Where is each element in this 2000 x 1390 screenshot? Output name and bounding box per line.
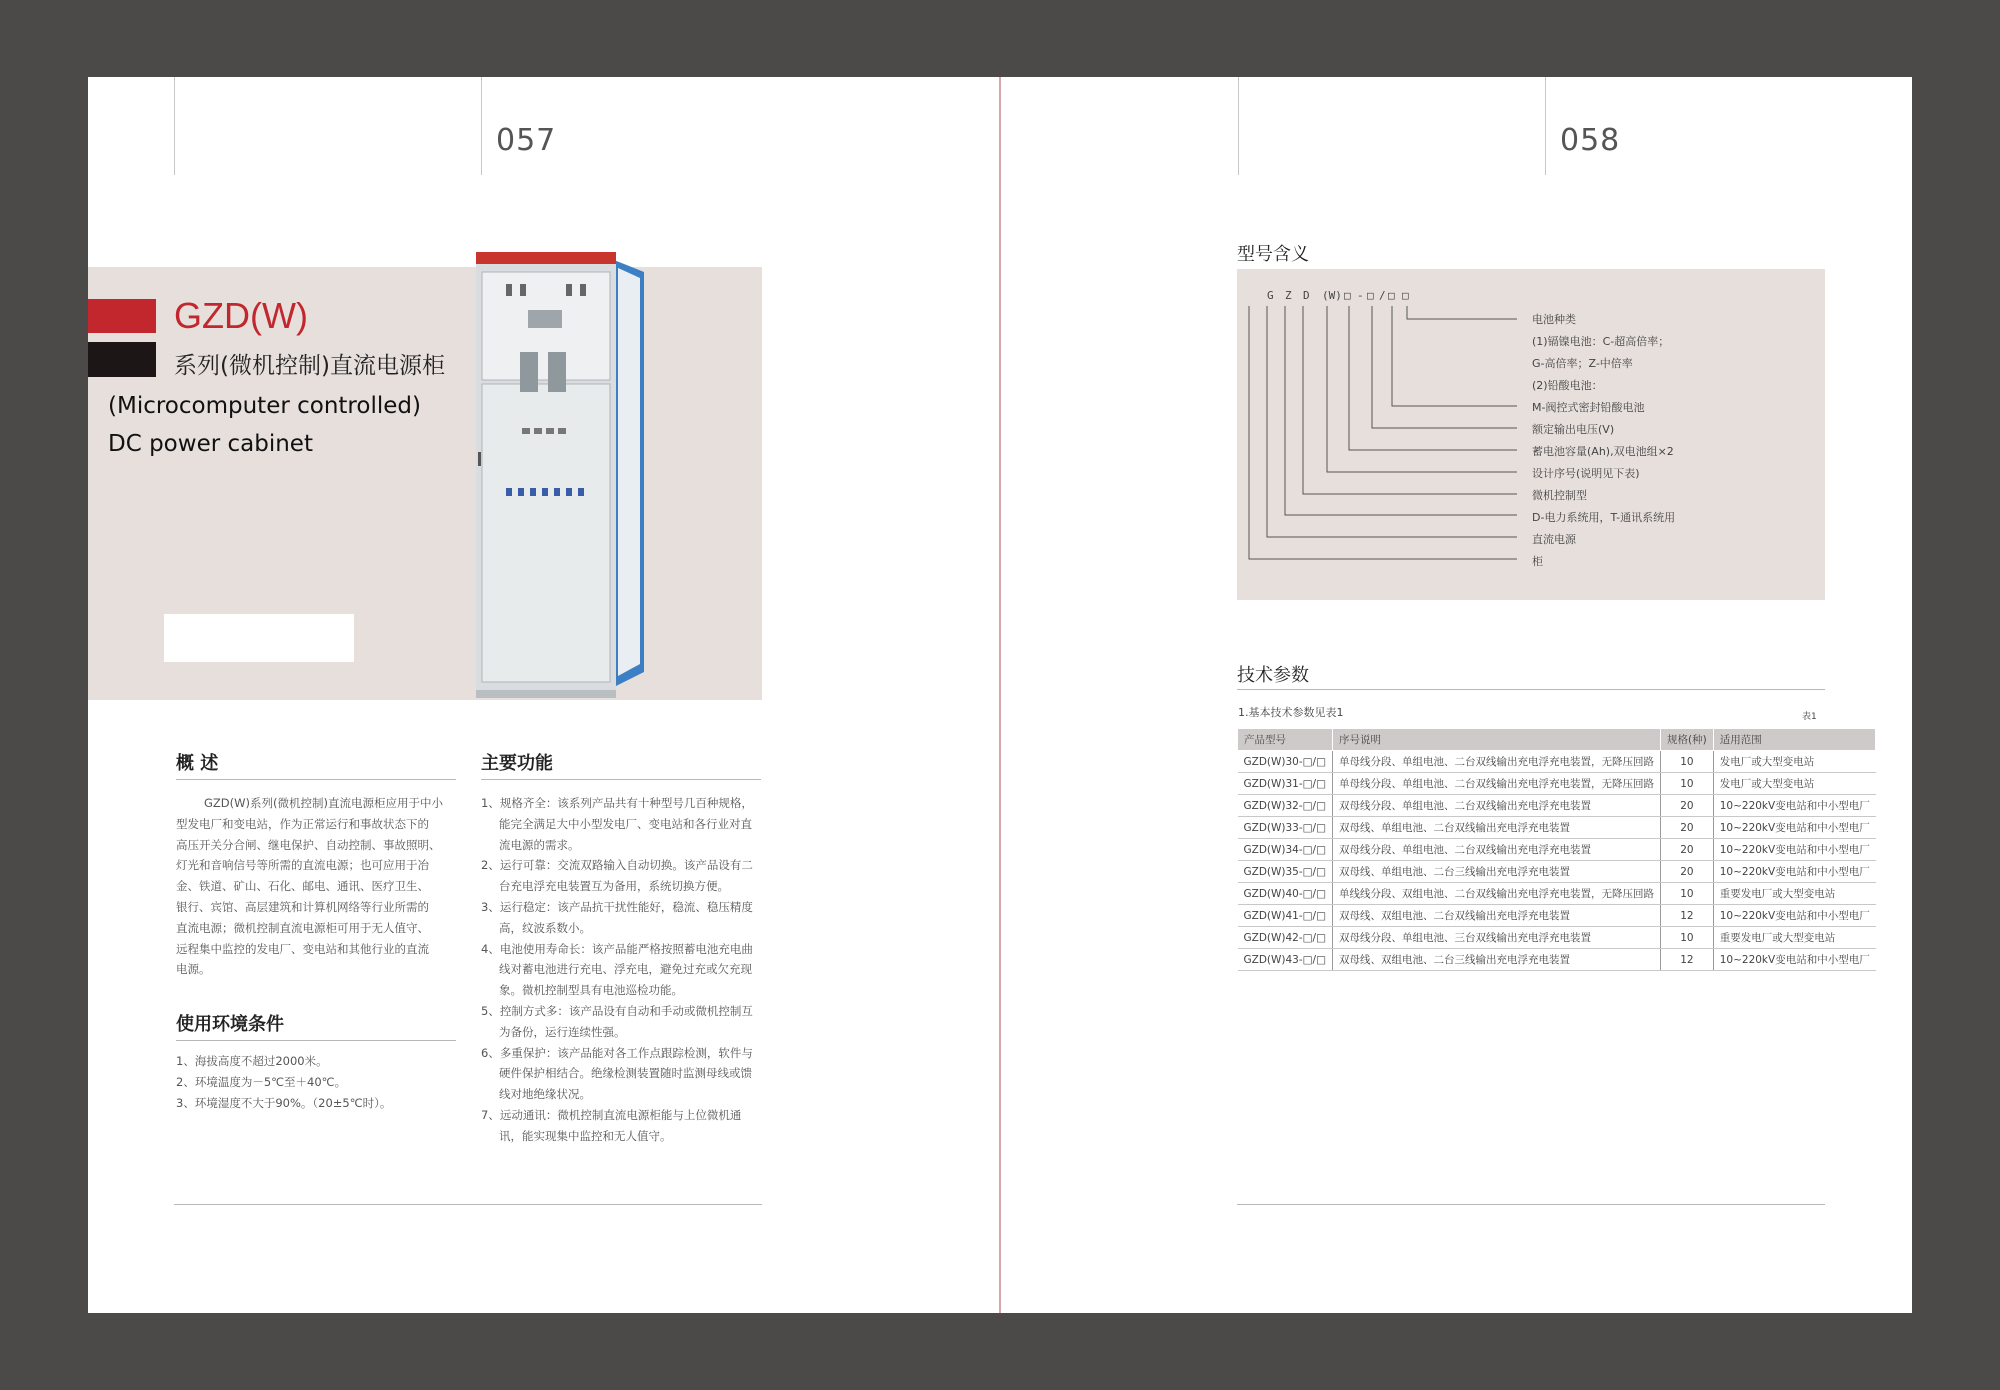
table-row — [1238, 949, 1876, 971]
product-subtitle: 系列(微机控制)直流电源柜 — [174, 353, 445, 379]
model-label: M-阀控式密封铅酸电池 — [1532, 401, 1645, 414]
cell-scope: 10~220kV变电站和中小型电厂 — [1713, 905, 1875, 927]
cell-model: GZD(W)40-□/□ — [1238, 883, 1333, 905]
cell-model: GZD(W)31-□/□ — [1238, 773, 1333, 795]
header-rule-left-2 — [481, 77, 482, 175]
model-code-char: □ — [1402, 289, 1409, 302]
model-label: 设计序号(说明见下表) — [1532, 467, 1640, 480]
list-item: 3、运行稳定：该产品抗干扰性能好，稳流、稳压精度高，纹波系数小。 — [481, 899, 753, 935]
cell-scope: 重要发电厂或大型变电站 — [1713, 883, 1875, 905]
list-item: 1、规格齐全：该系列产品共有十种型号几百种规格，能完全满足大中小型发电厂、变电站和各行业对直流电源的需求。 — [481, 796, 753, 852]
model-label: 直流电源 — [1532, 533, 1576, 546]
environment-rule — [176, 1040, 456, 1041]
environment-list — [176, 1051, 466, 1113]
model-label: G-高倍率；Z-中倍率 — [1532, 357, 1633, 370]
model-code-char: / — [1379, 289, 1386, 302]
overview-line: 银行、宾馆、高层建筑和计算机网络等行业所需的 — [176, 899, 429, 914]
footer-rule-left — [174, 1204, 762, 1205]
cell-desc: 双母线、单组电池、二台三线输出充电浮充电装置 — [1333, 861, 1661, 883]
cabinet-image — [476, 242, 646, 712]
list-item: 6、多重保护：该产品能对各工作点跟踪检测，软件与硬件保护相结合。绝缘检测装置随时监测母线或馈线对地绝缘状况。 — [481, 1045, 753, 1102]
cell-count: 20 — [1661, 795, 1714, 817]
overview-line: 直流电源；微机控制直流电源柜可用于无人值守、 — [176, 920, 429, 935]
table-row — [1238, 795, 1876, 817]
model-label: 微机控制型 — [1532, 489, 1587, 502]
cell-count: 12 — [1661, 949, 1714, 971]
cell-count: 10 — [1661, 751, 1714, 773]
table-header-row — [1238, 729, 1876, 751]
cell-model: GZD(W)30-□/□ — [1238, 751, 1333, 773]
model-code-char: D — [1303, 289, 1310, 302]
cell-desc: 双母线分段、单组电池、二台双线输出充电浮充电装置 — [1333, 839, 1661, 861]
overview-line: 型发电厂和变电站，作为正常运行和事故状态下的 — [176, 816, 429, 831]
cell-model: GZD(W)42-□/□ — [1238, 927, 1333, 949]
overview-line: GZD(W)系列(微机控制)直流电源柜应用于中小 — [204, 796, 443, 810]
overview-line: 金、铁道、矿山、石化、邮电、通讯、医疗卫生、 — [176, 879, 429, 894]
model-label: 额定输出电压(V) — [1532, 423, 1615, 436]
model-code-char: G — [1267, 289, 1274, 302]
cell-desc: 单线线分段、双组电池、二台双线输出充电浮充电装置，无降压回路 — [1333, 883, 1661, 905]
table-row — [1238, 817, 1876, 839]
accent-black-bar — [88, 342, 156, 377]
table-tag: 表1 — [1802, 712, 1817, 722]
table-row — [1238, 927, 1876, 949]
cell-count: 12 — [1661, 905, 1714, 927]
model-code-char: (W) — [1322, 289, 1342, 302]
spec-table — [1237, 728, 1876, 971]
list-item: 7、远动通讯：微机控制直流电源柜能与上位微机通讯，能实现集中监控和无人值守。 — [481, 1107, 742, 1143]
model-label: (2)铅酸电池： — [1532, 379, 1603, 392]
model-code-char: - — [1357, 289, 1364, 302]
header-rule-right-1 — [1238, 77, 1239, 175]
list-item: 5、控制方式多：该产品设有自动和手动或微机控制互为备份，运行连续性强。 — [481, 1003, 753, 1039]
list-item: 4、电池使用寿命长：该产品能严格按照蓄电池充电曲线对蓄电池进行充电、浮充电，避免过充或欠充现象。微机控制型具有电池巡检功能。 — [481, 941, 753, 998]
page-number-right: 058 — [1560, 123, 1621, 158]
list-item: 3、环境湿度不大于90%。（20±5℃时）。 — [176, 1095, 392, 1110]
table-row — [1238, 883, 1876, 905]
table-row — [1238, 839, 1876, 861]
model-label: 柜 — [1532, 555, 1543, 568]
accent-red-bar — [88, 299, 156, 333]
table-row — [1238, 905, 1876, 927]
model-code-char: □ — [1388, 289, 1395, 302]
cell-desc: 单母线分段、单组电池、二台双线输出充电浮充电装置，无降压回路 — [1333, 773, 1661, 795]
page-number-left: 057 — [496, 123, 557, 158]
cell-scope: 10~220kV变电站和中小型电厂 — [1713, 817, 1875, 839]
product-title: GZD(W) — [174, 295, 308, 336]
cell-count: 20 — [1661, 839, 1714, 861]
cell-count: 10 — [1661, 927, 1714, 949]
model-label: D-电力系统用，T-通讯系统用 — [1532, 511, 1676, 524]
cell-scope: 10~220kV变电站和中小型电厂 — [1713, 861, 1875, 883]
model-code-char: □ — [1344, 289, 1351, 302]
overview-line: 远程集中监控的发电厂、变电站和其他行业的直流 — [176, 941, 429, 956]
table-row — [1238, 751, 1876, 773]
model-bracket-lines — [1237, 269, 1825, 600]
cell-count: 10 — [1661, 883, 1714, 905]
product-english-line-1: (Microcomputer controlled) — [108, 393, 421, 419]
list-item: 2、运行可靠：交流双路输入自动切换。该产品设有二台充电浮充电装置互为备用，系统切换方便。 — [481, 858, 753, 894]
col-header: 产品型号 — [1238, 729, 1333, 751]
list-item: 1、海拔高度不超过2000米。 — [176, 1054, 328, 1068]
footer-rule-right — [1237, 1204, 1825, 1205]
page-fold-line — [999, 77, 1001, 1313]
col-header: 规格(种) — [1661, 729, 1714, 751]
overview-line: 灯光和音响信号等所需的直流电源；也可应用于冶 — [176, 858, 429, 873]
functions-heading: 主要功能 — [481, 753, 553, 774]
product-english-line-2: DC power cabinet — [108, 431, 313, 457]
list-item: 2、环境温度为－5℃至＋40℃。 — [176, 1074, 347, 1089]
cell-scope: 10~220kV变电站和中小型电厂 — [1713, 949, 1875, 971]
cell-model: GZD(W)35-□/□ — [1238, 861, 1333, 883]
table-caption: 1.基本技术参数见表1 — [1238, 706, 1344, 719]
overview-line: 电源。 — [176, 962, 211, 977]
tech-heading: 技术参数 — [1237, 665, 1309, 686]
brochure-spread — [88, 77, 1912, 1313]
cell-count: 10 — [1661, 773, 1714, 795]
model-code-char: Z — [1285, 289, 1292, 302]
cell-model: GZD(W)33-□/□ — [1238, 817, 1333, 839]
overview-rule — [176, 779, 456, 780]
cell-scope: 发电厂或大型变电站 — [1713, 773, 1875, 795]
cell-scope: 重要发电厂或大型变电站 — [1713, 927, 1875, 949]
cell-desc: 双母线、单组电池、二台双线输出充电浮充电装置 — [1333, 817, 1661, 839]
header-rule-left-1 — [174, 77, 175, 175]
cell-desc: 双母线分段、单组电池、三台双线输出充电浮充电装置 — [1333, 927, 1661, 949]
functions-list — [481, 793, 763, 1147]
header-rule-right-2 — [1545, 77, 1546, 175]
table-row — [1238, 773, 1876, 795]
cell-model: GZD(W)43-□/□ — [1238, 949, 1333, 971]
cell-desc: 双母线分段、单组电池、二台双线输出充电浮充电装置 — [1333, 795, 1661, 817]
overview-line: 高压开关分合闸、继电保护、自动控制、事故照明、 — [176, 837, 441, 852]
col-header: 适用范围 — [1713, 729, 1875, 751]
cell-model: GZD(W)32-□/□ — [1238, 795, 1333, 817]
overview-text — [176, 793, 466, 980]
cell-scope: 发电厂或大型变电站 — [1713, 751, 1875, 773]
cell-desc: 单母线分段、单组电池、二台双线输出充电浮充电装置，无降压回路 — [1333, 751, 1661, 773]
overview-heading: 概 述 — [176, 753, 219, 774]
cell-desc: 双母线、双组电池、二台三线输出充电浮充电装置 — [1333, 949, 1661, 971]
model-code-char: □ — [1367, 289, 1374, 302]
cell-count: 20 — [1661, 817, 1714, 839]
functions-rule — [481, 779, 761, 780]
model-label: 蓄电池容量(Ah),双电池组×2 — [1532, 445, 1674, 458]
cell-model: GZD(W)41-□/□ — [1238, 905, 1333, 927]
cell-scope: 10~220kV变电站和中小型电厂 — [1713, 839, 1875, 861]
cell-desc: 双母线、双组电池、二台双线输出充电浮充电装置 — [1333, 905, 1661, 927]
cell-count: 20 — [1661, 861, 1714, 883]
environment-heading: 使用环境条件 — [176, 1014, 284, 1035]
cell-model: GZD(W)34-□/□ — [1238, 839, 1333, 861]
model-label: (1)镉镍电池：C-超高倍率； — [1532, 335, 1670, 348]
col-header: 序号说明 — [1333, 729, 1661, 751]
tech-rule — [1237, 689, 1825, 690]
cell-scope: 10~220kV变电站和中小型电厂 — [1713, 795, 1875, 817]
model-label: 电池种类 — [1532, 313, 1576, 326]
table-row — [1238, 861, 1876, 883]
model-heading: 型号含义 — [1237, 244, 1309, 265]
blank-label-box — [164, 614, 354, 662]
